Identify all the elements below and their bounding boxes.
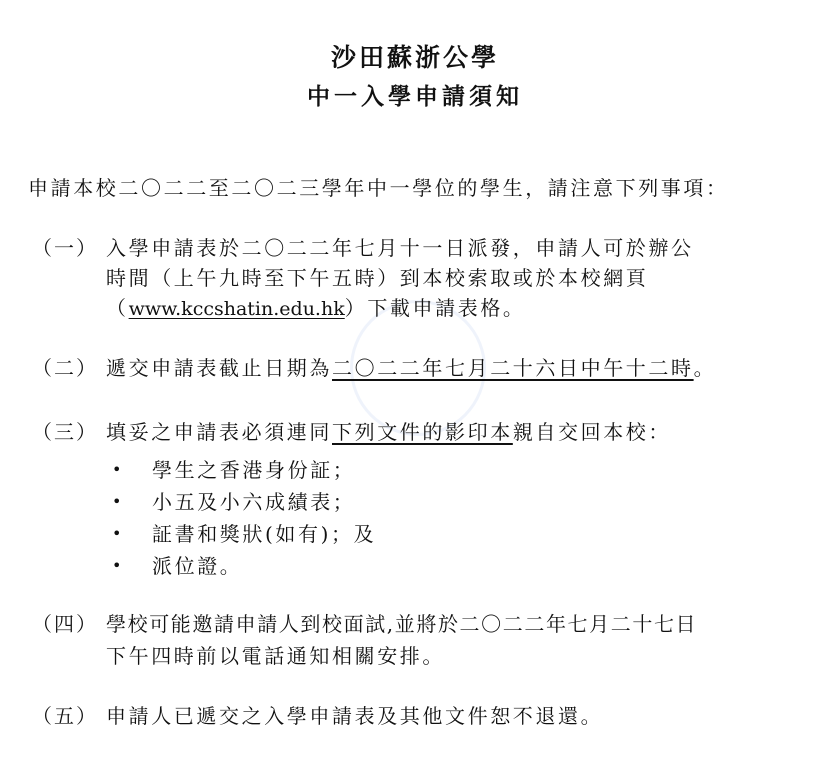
item-4-line-2: 下午四時前以電話通知相關安排。	[106, 644, 445, 668]
school-website-link[interactable]: www.kccshatin.edu.hk	[128, 298, 345, 320]
required-copies: 下列文件的影印本	[332, 420, 513, 444]
school-name: 沙田蘇浙公學	[330, 43, 499, 72]
item-2-text-after: 。	[693, 356, 717, 380]
item-3-number: （三）	[32, 420, 98, 444]
item-1-paren-close: ）下載申請表格。	[344, 296, 526, 320]
bullet-icon: •	[112, 556, 122, 575]
item-2-text-before: 遞交申請表截止日期為	[106, 356, 332, 380]
item-4-number: （四）	[32, 612, 98, 636]
intro-text: 申請本校二〇二二至二〇二三學年中一學位的學生，請注意下列事項：	[28, 176, 729, 200]
document-title: 中一入學申請須知	[307, 84, 523, 110]
item-3-text	[106, 418, 671, 446]
item-4-line-1: 學校可能邀請申請人到校面試,並將於二〇二二年七月二十七日	[106, 612, 698, 636]
item-3-text-before: 填妥之申請表必須連同	[106, 420, 332, 444]
document-item-3: 証書和獎狀(如有)；及	[152, 522, 377, 546]
bullet-icon: •	[112, 492, 122, 511]
document-item-4: 派位證。	[152, 554, 243, 578]
item-5-text: 申請人已遞交之入學申請表及其他文件恕不退還。	[106, 704, 604, 728]
document-item-1: 學生之香港身份証；	[152, 458, 356, 482]
bullet-icon: •	[112, 460, 122, 479]
item-1-line-1: 入學申請表於二〇二二年七月十一日派發，申請人可於辦公	[106, 236, 694, 260]
item-1-number: （一）	[32, 236, 98, 260]
bullet-icon: •	[112, 524, 122, 543]
item-2-text	[106, 354, 716, 382]
item-2-number: （二）	[32, 356, 98, 380]
item-1-line-3	[106, 294, 526, 323]
item-1-line-2: 時間（上午九時至下午五時）到本校索取或於本校網頁	[106, 266, 649, 290]
item-5-number: （五）	[32, 704, 98, 728]
deadline-date: 二〇二二年七月二十六日中午十二時	[332, 356, 694, 380]
item-1-paren-open: （	[106, 296, 129, 320]
item-3-text-after: 親自交回本校：	[512, 420, 672, 444]
document-item-2: 小五及小六成績表；	[152, 490, 356, 514]
